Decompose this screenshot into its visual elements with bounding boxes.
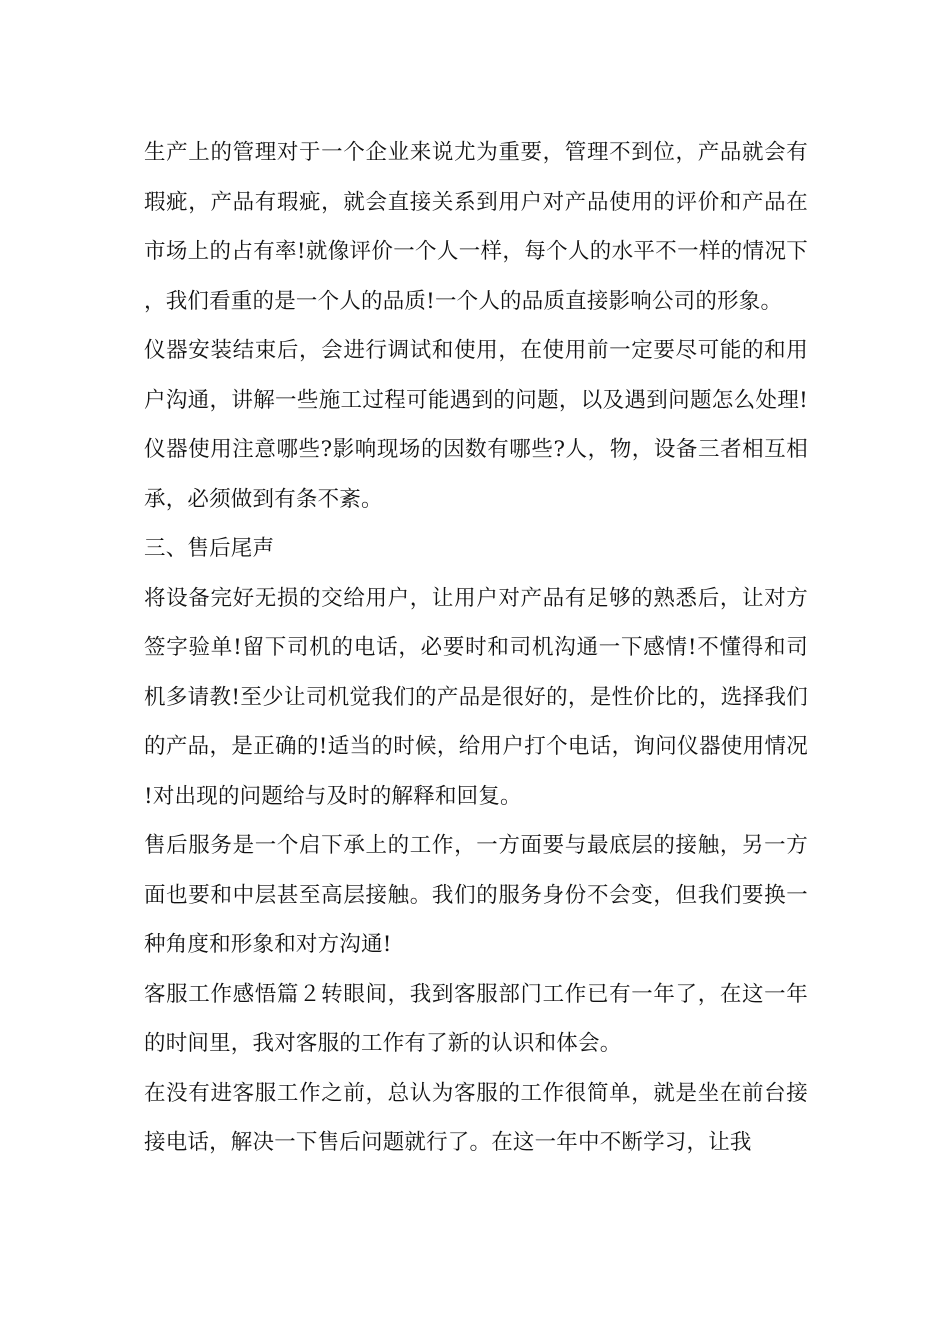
section-heading-after-sales-end: 三、售后尾声 [144,536,275,561]
paragraph-service-role: 售后服务是一个启下承上的工作，一方面要与最底层的接触，另一方面也要和中层甚至高层接触。我们的服务身份不会变，但我们要换一种角度和形象和对方沟通! [144,833,808,957]
paragraph-customer-service-insight: 客服工作感悟篇２转眼间，我到客服部门工作已有一年了，在这一年的时间里，我对客服的工作有了新的认识和体会。 [144,981,808,1056]
document-body [144,128,808,1168]
paragraph-management: 生产上的管理对于一个企业来说尤为重要，管理不到位，产品就会有瑕疵，产品有瑕疵，就会直接关系到用户对产品使用的评价和产品在市场上的占有率!就像评价一个人一样，每个人的水平不一样的情况下，我们看重的是一个人的品质!一个人的品质直接影响公司的形象。 [144,140,808,314]
paragraph-before-joining: 在没有进客服工作之前，总认为客服的工作很简单，就是坐在前台接接电话，解决一下售后问题就行了。在这一年中不断学习，让我 [144,1080,808,1155]
paragraph-handover: 将设备完好无损的交给用户，让用户对产品有足够的熟悉后，让对方签字验单!留下司机的电话，必要时和司机沟通一下感情!不懂得和司机多请教!至少让司机觉我们的产品是很好的，是性价比的，选择我们的产品，是正确的!适当的时候，给用户打个电话，询问仪器使用情况!对出现的问题给与及时的解释和回复。 [144,585,808,809]
paragraph-installation: 仪器安装结束后，会进行调试和使用，在使用前一定要尽可能的和用户沟通，讲解一些施工过程可能遇到的问题，以及遇到问题怎么处理!仪器使用注意哪些?影响现场的因数有哪些?人，物，设备三者相互相承，必须做到有条不紊。 [144,338,808,512]
